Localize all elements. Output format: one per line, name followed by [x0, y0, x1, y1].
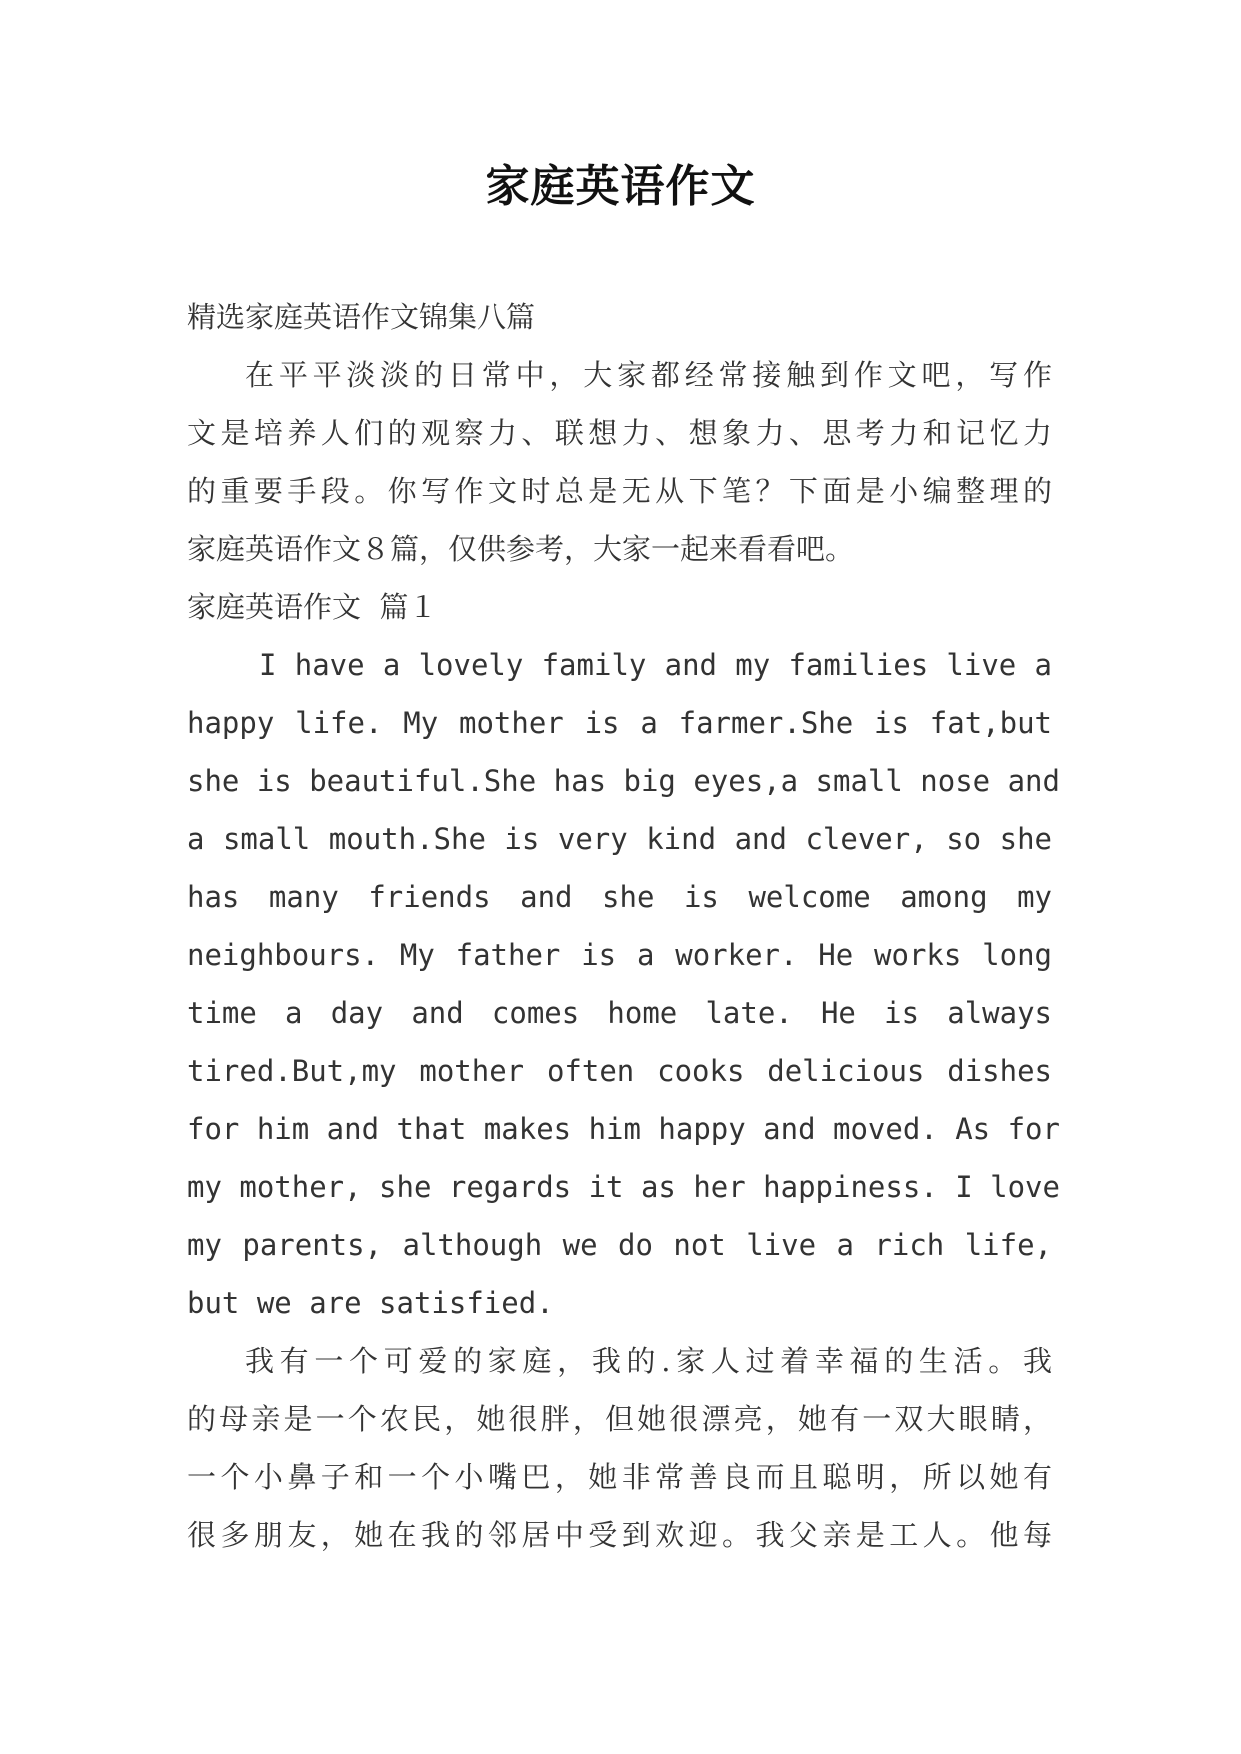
- intro-line: 家庭英语作文８篇，仅供参考，大家一起来看看吧。: [187, 532, 855, 566]
- english-line: tired.But,my mother often cooks delicious dishes: [187, 1054, 1052, 1088]
- english-line: a small mouth.She is very kind and clever, so she: [187, 822, 1052, 856]
- english-line: time a day and comes home late. He is always: [187, 996, 1052, 1030]
- intro-line: 的重要手段。你写作文时总是无从下笔？下面是小编整理的: [187, 474, 1052, 508]
- chinese-line: 我有一个可爱的家庭，我的.家人过着幸福的生活。我: [245, 1344, 1052, 1378]
- english-line: my mother, she regards it as her happiness. I love: [187, 1170, 1060, 1204]
- section-heading: 家庭英语作文 篇１: [187, 590, 438, 624]
- subtitle: 精选家庭英语作文锦集八篇: [187, 300, 536, 334]
- intro-line: 在平平淡淡的日常中，大家都经常接触到作文吧，写作: [245, 358, 1052, 392]
- english-line: for him and that makes him happy and moved. As for: [187, 1112, 1060, 1146]
- chinese-line: 一个小鼻子和一个小嘴巴，她非常善良而且聪明，所以她有: [187, 1460, 1052, 1494]
- english-essay-paragraph: [187, 636, 1060, 1332]
- chinese-line: 的母亲是一个农民，她很胖，但她很漂亮，她有一双大眼睛，: [187, 1402, 1052, 1436]
- english-line: she is beautiful.She has big eyes,a small nose and: [187, 764, 1060, 798]
- english-line: my parents, although we do not live a rich life,: [187, 1228, 1052, 1262]
- english-line: has many friends and she is welcome among my: [187, 880, 1052, 914]
- english-line: I have a lovely family and my families live a: [259, 648, 1052, 682]
- english-line: neighbours. My father is a worker. He works long: [187, 938, 1052, 972]
- intro-paragraph: [187, 346, 1052, 578]
- intro-line: 文是培养人们的观察力、联想力、想象力、思考力和记忆力: [187, 416, 1052, 450]
- chinese-line: 很多朋友，她在我的邻居中受到欢迎。我父亲是工人。他每: [187, 1518, 1052, 1552]
- english-line: but we are satisfied.: [187, 1286, 554, 1320]
- document-body: [187, 288, 1060, 1564]
- english-line: happy life. My mother is a farmer.She is fat,but: [187, 706, 1052, 740]
- document-title: 家庭英语作文: [485, 161, 756, 212]
- chinese-translation-paragraph: [187, 1332, 1052, 1564]
